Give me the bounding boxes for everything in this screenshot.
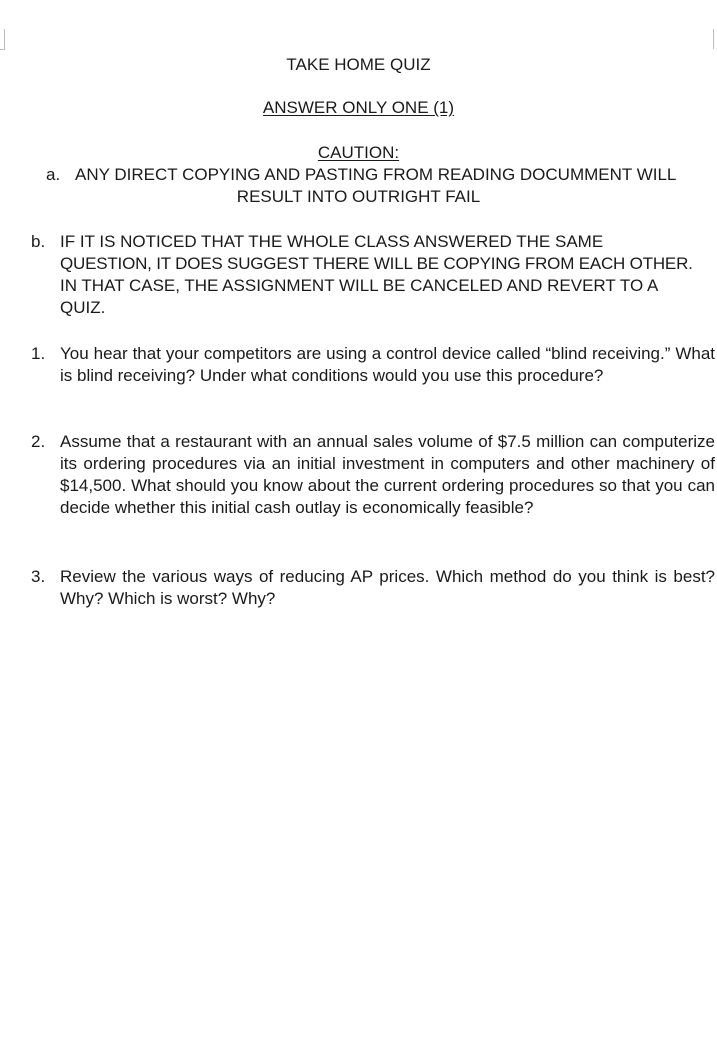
- caution-item-b-line: IN THAT CASE, THE ASSIGNMENT WILL BE CANCELED AND REVERT TO A: [60, 276, 659, 295]
- question-1-text: You hear that your competitors are using a control device called “blind receiving.” What is blind receiving? Under what conditions would you use this procedure?: [60, 344, 715, 385]
- caution-item-a-line1: ANY DIRECT COPYING AND PASTING FROM READING DOCUMMENT WILL: [75, 165, 677, 184]
- caution-item-b-text: [60, 231, 717, 319]
- instruction-heading: [0, 97, 717, 119]
- instruction-text: ANSWER ONLY ONE (1): [262, 98, 455, 117]
- caution-heading: [0, 142, 717, 164]
- caution-item-b-line: IF IT IS NOTICED THAT THE WHOLE CLASS ANSWERED THE SAME: [60, 232, 604, 251]
- caution-item-b-line: QUESTION, IT DOES SUGGEST THERE WILL BE COPYING FROM EACH OTHER.: [60, 254, 693, 273]
- crop-mark-left: [0, 29, 5, 50]
- caution-item-marker: a.: [46, 165, 61, 184]
- question-3-text: Review the various ways of reducing AP prices. Which method do you think is best? Why? Which is worst? Why?: [60, 567, 715, 608]
- question-number: 2.: [31, 432, 46, 451]
- caution-item-b-line: QUIZ.: [60, 298, 106, 317]
- question-number: 3.: [31, 567, 46, 586]
- crop-mark-right: [713, 29, 717, 49]
- document-title: TAKE HOME QUIZ: [286, 55, 431, 74]
- question-number: 1.: [31, 344, 46, 363]
- caution-item-marker: b.: [31, 232, 46, 251]
- question-2-text: Assume that a restaurant with an annual sales volume of $7.5 million can computerize its ordering procedures via an initial investment in computers and other machinery of $14,500. What should you know about the current ordering procedures so that you can decide whether this initial cash outlay is economically feasible?: [60, 432, 715, 517]
- caution-text: CAUTION:: [317, 143, 400, 162]
- caution-item-a-line2: RESULT INTO OUTRIGHT FAIL: [236, 187, 481, 206]
